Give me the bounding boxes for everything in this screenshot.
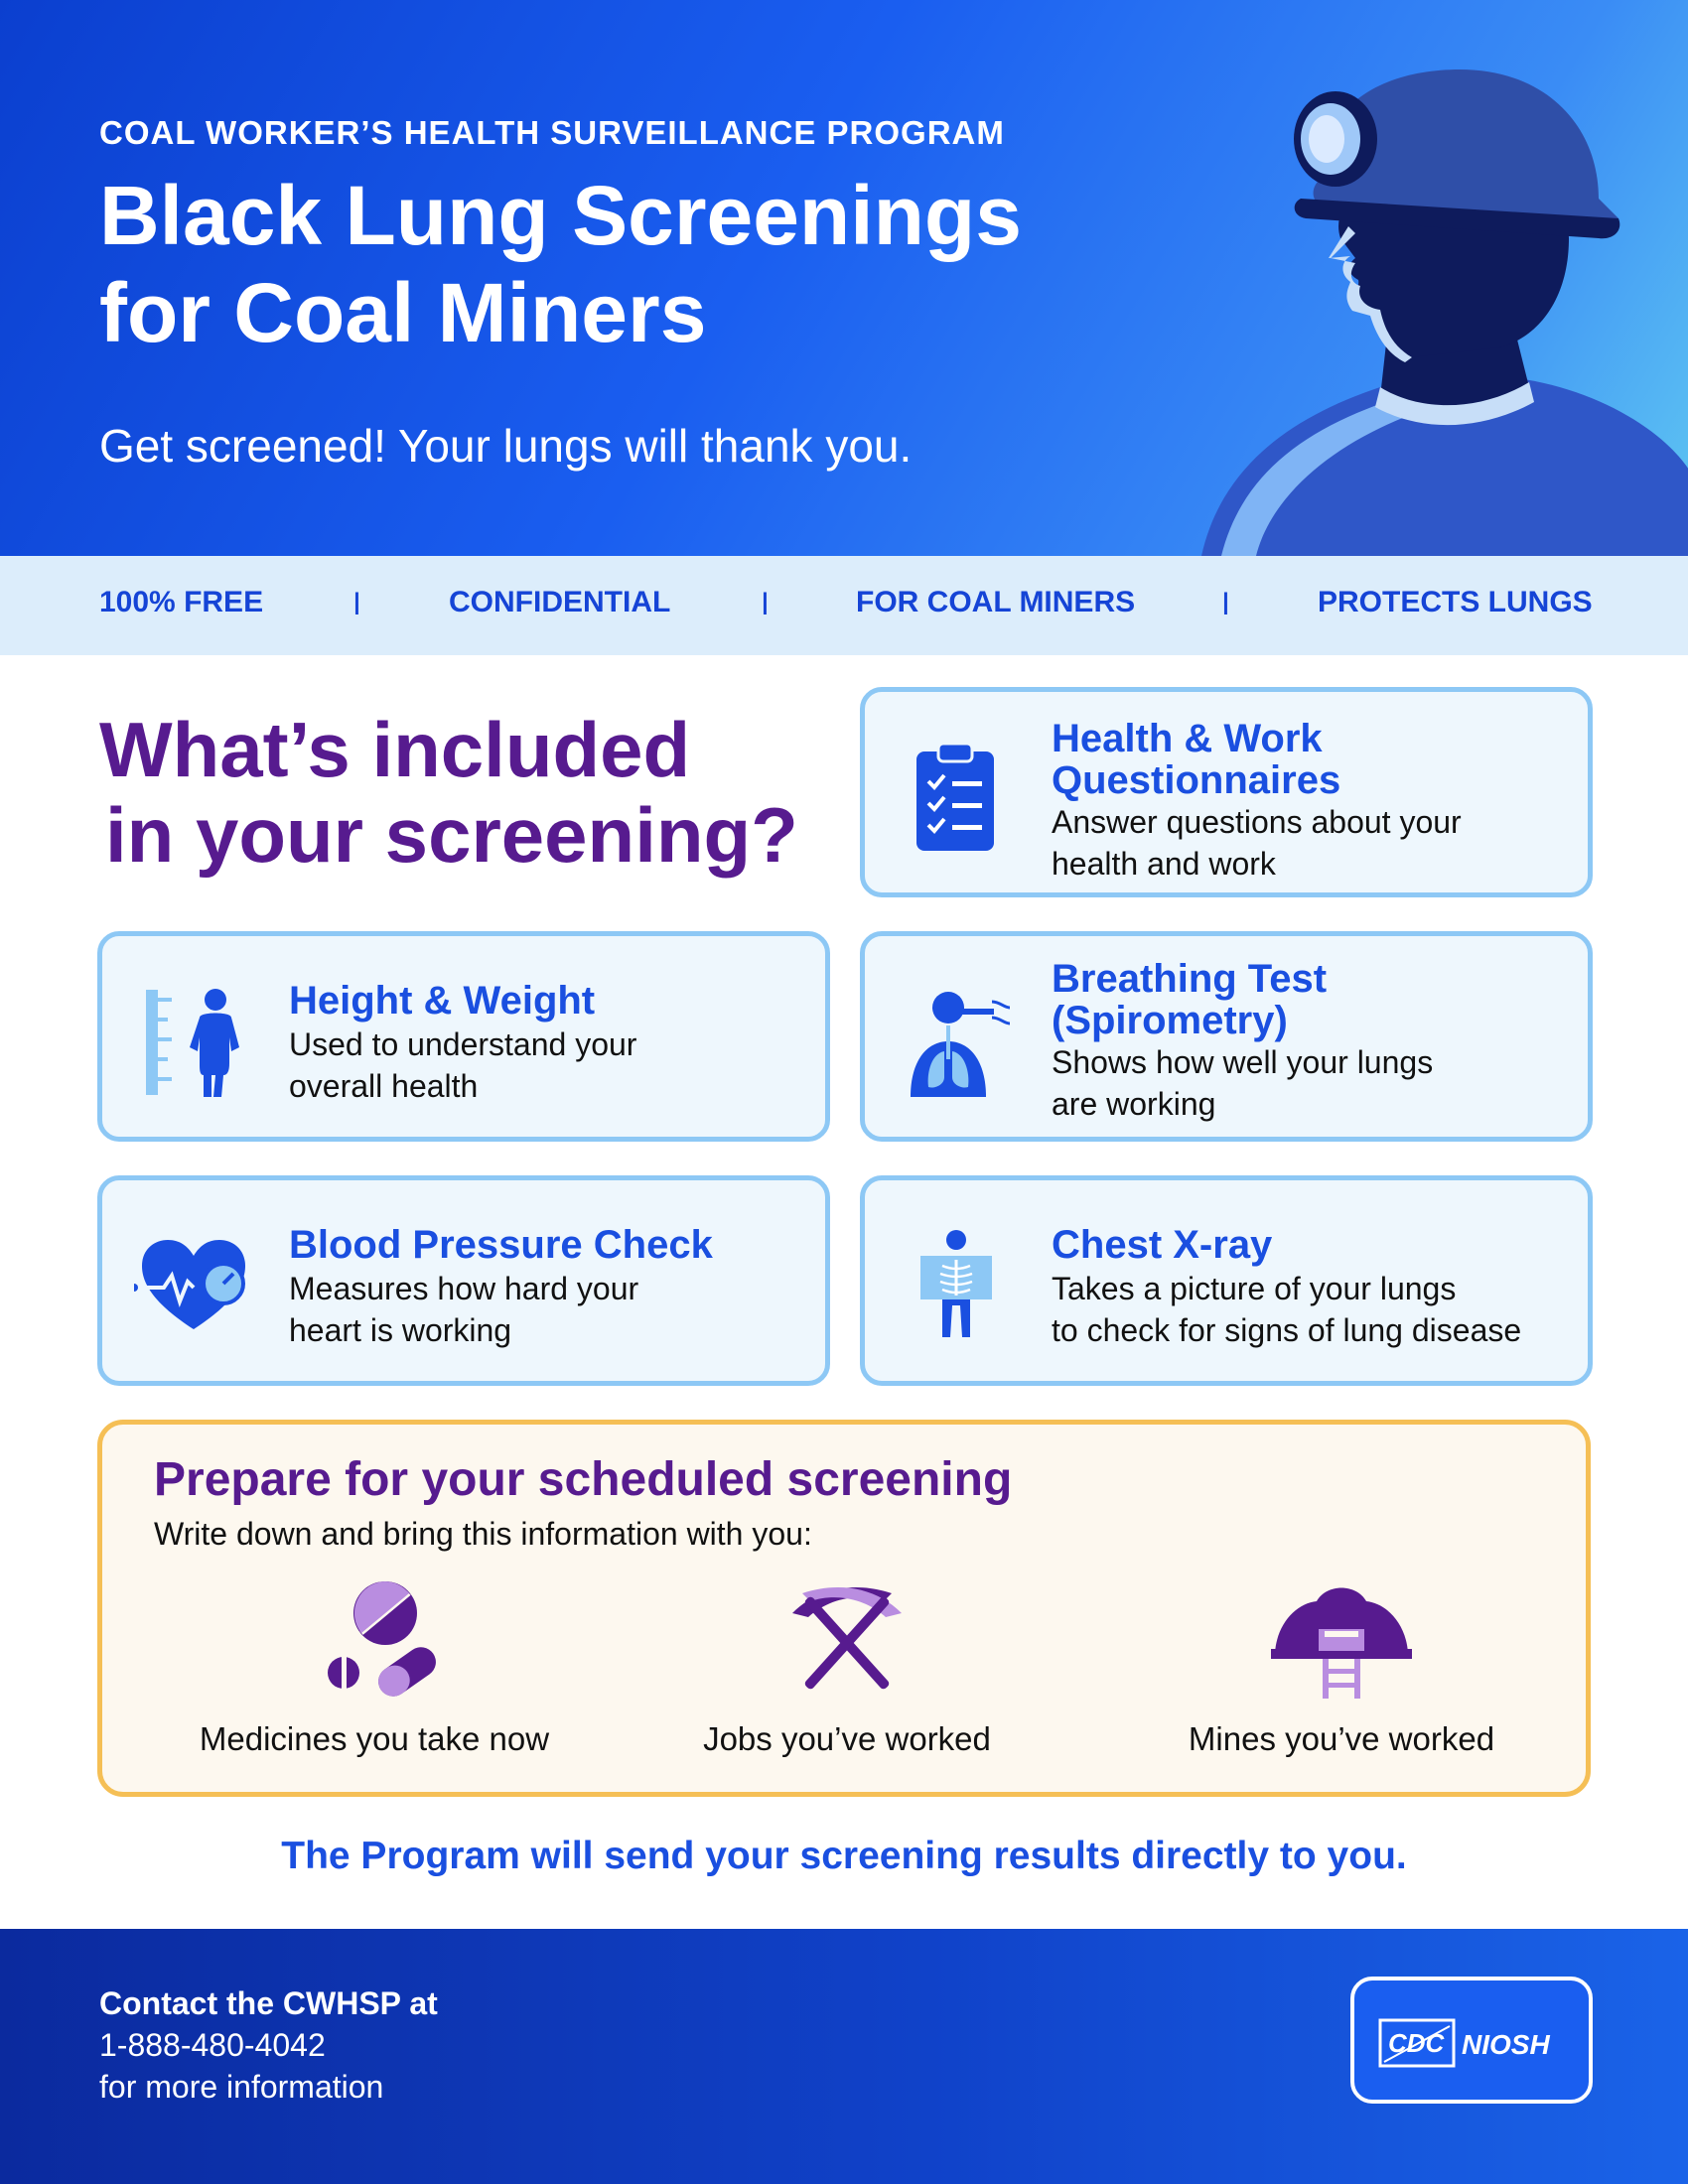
header-banner [0, 0, 1688, 556]
title-line-2: for Coal Miners [99, 266, 707, 359]
contact-phone[interactable]: 1-888-480-4042 [99, 2027, 326, 2063]
prepare-item-label: Medicines you take now [199, 1720, 550, 1757]
heart-gauge-icon [134, 1226, 253, 1345]
prepare-title: Prepare for your scheduled screening [154, 1453, 1013, 1506]
card-description [289, 1268, 805, 1351]
card-desc-line-1: Shows how well your lungs [1052, 1044, 1434, 1080]
benefit-separator: I [352, 586, 361, 621]
prepare-box [97, 1420, 1591, 1797]
card-blood-pressure [97, 1175, 830, 1386]
mine-entrance-icon [1267, 1573, 1416, 1703]
prepare-item-label: Jobs you’ve worked [703, 1720, 991, 1757]
prepare-item-medicines [156, 1573, 593, 1758]
cdc-niosh-logo [1350, 1977, 1593, 2104]
card-desc-line-2: overall health [289, 1068, 479, 1104]
card-title-line-1: Health & Work [1052, 717, 1323, 760]
card-title: Chest X-ray [1052, 1223, 1273, 1267]
card-title-line-2: (Spirometry) [1052, 999, 1288, 1042]
card-title: Height & Weight [289, 979, 596, 1023]
benefit-separator: I [761, 586, 770, 621]
prepare-item-mines [1123, 1573, 1560, 1758]
prepare-item-label: Mines you’ve worked [1188, 1720, 1495, 1757]
contact-info [99, 1982, 438, 2108]
footer [0, 1929, 1688, 2184]
card-desc-line-2: are working [1052, 1086, 1216, 1122]
card-description [1052, 801, 1568, 885]
tagline: Get screened! Your lungs will thank you. [99, 420, 913, 472]
results-note: The Program will send your screening results directly to you. [281, 1835, 1407, 1877]
card-breathing-test [860, 931, 1593, 1142]
card-title [1052, 718, 1340, 801]
contact-line-1: Contact the CWHSP at [99, 1985, 438, 2021]
card-height-weight [97, 931, 830, 1142]
card-title: Blood Pressure Check [289, 1223, 713, 1267]
card-description [1052, 1041, 1568, 1125]
card-desc-line-1: Measures how hard your [289, 1271, 639, 1306]
card-description [289, 1024, 805, 1107]
included-heading [99, 707, 814, 878]
card-questionnaires [860, 687, 1593, 897]
card-desc-line-1: Answer questions about your [1052, 804, 1462, 840]
card-title [1052, 958, 1327, 1041]
card-desc-line-2: to check for signs of lung disease [1052, 1312, 1522, 1348]
benefits-strip [0, 556, 1688, 655]
coal-miner-silhouette-icon [1182, 60, 1688, 556]
card-description [1052, 1268, 1588, 1351]
card-desc-line-2: health and work [1052, 846, 1276, 882]
benefit-free: 100% FREE [99, 586, 264, 618]
cdc-niosh-logo-icon [1378, 2014, 1573, 2074]
pills-icon [300, 1573, 449, 1703]
benefit-protects-lungs: PROTECTS LUNGS [1318, 586, 1593, 618]
included-heading-line-1: What’s included [99, 706, 691, 793]
program-name: COAL WORKER’S HEALTH SURVEILLANCE PROGRAM [99, 114, 1005, 151]
benefit-confidential: CONFIDENTIAL [449, 586, 671, 618]
card-desc-line-1: Takes a picture of your lungs [1052, 1271, 1457, 1306]
card-title-line-2: Questionnaires [1052, 758, 1341, 802]
title-line-1: Black Lung Screenings [99, 169, 1022, 262]
prepare-subtitle: Write down and bring this information with you: [154, 1516, 812, 1552]
card-chest-xray [860, 1175, 1593, 1386]
logo-niosh-text: NIOSH [1462, 2029, 1550, 2060]
benefit-separator: I [1221, 586, 1230, 621]
crossed-pickaxes-icon [773, 1573, 921, 1703]
card-desc-line-1: Used to understand your [289, 1026, 637, 1062]
height-ruler-person-icon [134, 982, 253, 1101]
prepare-item-jobs [629, 1573, 1065, 1758]
card-desc-line-2: heart is working [289, 1312, 512, 1348]
xray-person-icon [897, 1226, 1016, 1345]
card-title-line-1: Breathing Test [1052, 957, 1328, 1001]
benefit-for-coal-miners: FOR COAL MINERS [856, 586, 1136, 618]
clipboard-checklist-icon [897, 738, 1016, 857]
lungs-breathing-icon [897, 982, 1016, 1101]
logo-cdc-text: CDC [1388, 2028, 1445, 2058]
page-title [99, 167, 1072, 361]
included-heading-line-2: in your screening? [105, 791, 798, 879]
contact-line-3: for more information [99, 2069, 384, 2105]
